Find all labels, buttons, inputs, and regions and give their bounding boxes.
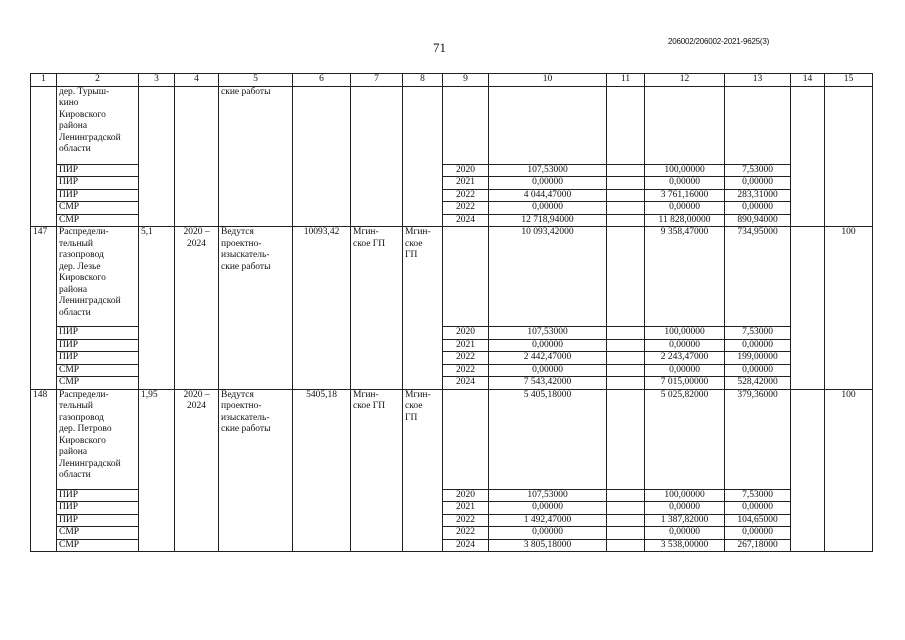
amount-cell: 267,18000: [725, 539, 791, 552]
amount-cell: 199,00000: [725, 352, 791, 365]
table-cell: [607, 327, 645, 340]
amount-cell: 0,00000: [645, 502, 725, 515]
table-cell: [607, 227, 645, 327]
table-cell: [607, 352, 645, 365]
amount-cell: 10 093,42000: [489, 227, 607, 327]
amount-cell: 7,53000: [725, 164, 791, 177]
work-type-cell: ПИР: [57, 189, 139, 202]
work-type-cell: СМР: [57, 364, 139, 377]
table-cell: [489, 86, 607, 164]
table-cell: [791, 86, 825, 227]
table-row: [31, 227, 873, 327]
column-header: 5: [219, 74, 293, 87]
object-name-cell: Распредели- тельный газопровод дер. Петрово Кировского района Ленинградской области: [57, 389, 139, 489]
work-type-cell: ПИР: [57, 327, 139, 340]
percent-cell: 100: [825, 227, 873, 390]
year-cell: 2021: [443, 502, 489, 515]
amount-cell: 1 387,82000: [645, 514, 725, 527]
work-type-cell: ПИР: [57, 339, 139, 352]
column-header: 8: [403, 74, 443, 87]
column-header: 15: [825, 74, 873, 87]
amount-cell: 283,31000: [725, 189, 791, 202]
period-cell: 2020 – 2024: [175, 389, 219, 552]
amount-cell: 0,00000: [645, 527, 725, 540]
document-code: 206002/206002-2021-9625(3): [668, 37, 770, 46]
amount-cell: 3 761,16000: [645, 189, 725, 202]
amount-cell: 0,00000: [645, 364, 725, 377]
year-cell: 2024: [443, 539, 489, 552]
column-header: 11: [607, 74, 645, 87]
table-cell: [607, 502, 645, 515]
amount-cell: 104,65000: [725, 514, 791, 527]
year-cell: 2020: [443, 489, 489, 502]
year-cell: 2022: [443, 352, 489, 365]
amount-cell: 0,00000: [489, 177, 607, 190]
table-cell: [443, 86, 489, 164]
table-cell: [293, 86, 351, 227]
amount-cell: 0,00000: [489, 527, 607, 540]
amount-cell: 7 543,42000: [489, 377, 607, 390]
amount-cell: 0,00000: [645, 202, 725, 215]
length-cell: 1,95: [139, 389, 175, 552]
table-cell: [607, 514, 645, 527]
amount-cell: 1 492,47000: [489, 514, 607, 527]
work-type-cell: СМР: [57, 377, 139, 390]
municipality-cell: Мгин- ское ГП: [351, 389, 403, 552]
amount-cell: 100,00000: [645, 164, 725, 177]
amount-cell: 0,00000: [489, 364, 607, 377]
status-cell: ские работы: [219, 86, 293, 227]
table-cell: [175, 86, 219, 227]
table-cell: [607, 86, 645, 164]
year-cell: 2020: [443, 327, 489, 340]
amount-cell: 0,00000: [725, 364, 791, 377]
amount-cell: 2 243,47000: [645, 352, 725, 365]
year-cell: 2020: [443, 164, 489, 177]
amount-cell: 107,53000: [489, 164, 607, 177]
amount-cell: 0,00000: [725, 177, 791, 190]
table-cell: [607, 177, 645, 190]
table-cell: [607, 377, 645, 390]
column-number-row: [31, 74, 873, 87]
work-type-cell: СМР: [57, 539, 139, 552]
amount-cell: 3 805,18000: [489, 539, 607, 552]
column-header: 1: [31, 74, 57, 87]
length-cell: 5,1: [139, 227, 175, 390]
work-type-cell: ПИР: [57, 164, 139, 177]
column-header: 2: [57, 74, 139, 87]
table-cell: [607, 364, 645, 377]
year-cell: 2021: [443, 339, 489, 352]
amount-cell: 0,00000: [725, 202, 791, 215]
amount-cell: 7 015,00000: [645, 377, 725, 390]
amount-cell: 100,00000: [645, 489, 725, 502]
table-cell: [607, 339, 645, 352]
table-row: [31, 389, 873, 489]
amount-cell: 0,00000: [725, 339, 791, 352]
amount-cell: 0,00000: [725, 502, 791, 515]
year-cell: 2022: [443, 364, 489, 377]
column-header: 14: [791, 74, 825, 87]
percent-cell: 100: [825, 389, 873, 552]
year-cell: 2022: [443, 514, 489, 527]
table-cell: [645, 86, 725, 164]
table-cell: [607, 539, 645, 552]
amount-cell: 11 828,00000: [645, 214, 725, 227]
table-cell: [31, 86, 57, 227]
amount-cell: 4 044,47000: [489, 189, 607, 202]
year-cell: 2022: [443, 527, 489, 540]
table-cell: [607, 527, 645, 540]
period-cell: 2020 – 2024: [175, 227, 219, 390]
table-cell: [443, 389, 489, 489]
column-header: 4: [175, 74, 219, 87]
amount-cell: 12 718,94000: [489, 214, 607, 227]
year-cell: 2021: [443, 177, 489, 190]
column-header: 12: [645, 74, 725, 87]
amount-cell: 0,00000: [489, 339, 607, 352]
amount-cell: 0,00000: [645, 177, 725, 190]
table-cell: [443, 227, 489, 327]
work-type-cell: СМР: [57, 214, 139, 227]
page-number: 71: [433, 40, 446, 55]
row-number-cell: 147: [31, 227, 57, 390]
work-type-cell: ПИР: [57, 489, 139, 502]
amount-cell: 0,00000: [645, 339, 725, 352]
table-cell: [139, 86, 175, 227]
work-type-cell: ПИР: [57, 502, 139, 515]
object-name-cell: Распредели- тельный газопровод дер. Лезье Кировского района Ленинградской области: [57, 227, 139, 327]
amount-cell: 379,36000: [725, 389, 791, 489]
work-type-cell: ПИР: [57, 352, 139, 365]
amount-cell: 3 538,00000: [645, 539, 725, 552]
table-cell: [403, 86, 443, 227]
table-cell: [607, 389, 645, 489]
cost-cell: 5405,18: [293, 389, 351, 552]
amount-cell: 890,94000: [725, 214, 791, 227]
table-cell: [791, 227, 825, 390]
table-cell: [607, 189, 645, 202]
municipality-cell: Мгин- ское ГП: [403, 389, 443, 552]
amount-cell: 100,00000: [645, 327, 725, 340]
amount-cell: 0,00000: [489, 202, 607, 215]
work-type-cell: СМР: [57, 527, 139, 540]
amount-cell: 9 358,47000: [645, 227, 725, 327]
amount-cell: 5 025,82000: [645, 389, 725, 489]
amount-cell: 7,53000: [725, 489, 791, 502]
table-row: [31, 86, 873, 164]
column-header: 6: [293, 74, 351, 87]
work-type-cell: СМР: [57, 202, 139, 215]
table-cell: [607, 214, 645, 227]
column-header: 3: [139, 74, 175, 87]
column-header: 13: [725, 74, 791, 87]
amount-cell: 7,53000: [725, 327, 791, 340]
amount-cell: 2 442,47000: [489, 352, 607, 365]
amount-cell: 5 405,18000: [489, 389, 607, 489]
amount-cell: 734,95000: [725, 227, 791, 327]
year-cell: 2024: [443, 214, 489, 227]
table-cell: [725, 86, 791, 164]
column-header: 9: [443, 74, 489, 87]
object-name-cell: дер. Турыш- кино Кировского района Ленинградской области: [57, 86, 139, 164]
status-cell: Ведутся проектно- изыскатель- ские работы: [219, 389, 293, 552]
column-header: 7: [351, 74, 403, 87]
amount-cell: 107,53000: [489, 489, 607, 502]
amount-cell: 107,53000: [489, 327, 607, 340]
work-type-cell: ПИР: [57, 177, 139, 190]
year-cell: 2022: [443, 202, 489, 215]
table-cell: [791, 389, 825, 552]
year-cell: 2024: [443, 377, 489, 390]
municipality-cell: Мгин- ское ГП: [351, 227, 403, 390]
table-cell: [607, 164, 645, 177]
investment-table: [30, 73, 873, 552]
work-type-cell: ПИР: [57, 514, 139, 527]
table-cell: [351, 86, 403, 227]
table-cell: [607, 489, 645, 502]
amount-cell: 528,42000: [725, 377, 791, 390]
year-cell: 2022: [443, 189, 489, 202]
amount-cell: 0,00000: [725, 527, 791, 540]
municipality-cell: Мгин- ское ГП: [403, 227, 443, 390]
column-header: 10: [489, 74, 607, 87]
row-number-cell: 148: [31, 389, 57, 552]
table-cell: [607, 202, 645, 215]
status-cell: Ведутся проектно- изыскатель- ские работы: [219, 227, 293, 390]
amount-cell: 0,00000: [489, 502, 607, 515]
cost-cell: 10093,42: [293, 227, 351, 390]
table-cell: [825, 86, 873, 227]
